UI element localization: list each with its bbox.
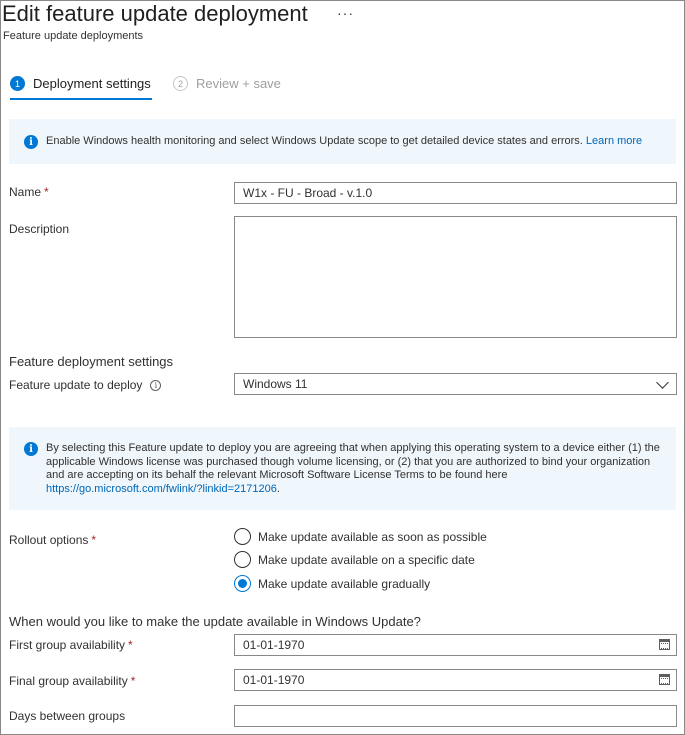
info-tooltip-icon[interactable]: i [150, 380, 161, 391]
days-between-label: Days between groups [9, 709, 126, 723]
radio-button-checked[interactable] [234, 575, 251, 592]
final-group-date-value: 01-01-1970 [243, 673, 305, 687]
radio-asap[interactable] [234, 528, 487, 545]
feature-settings-heading: Feature deployment settings [9, 354, 174, 369]
active-tab-indicator [10, 98, 152, 100]
name-input[interactable]: W1x - FU - Broad - v.1.0 [234, 182, 677, 204]
first-group-date-input[interactable] [234, 634, 677, 656]
feature-update-label-text: Feature update to deploy [9, 378, 143, 392]
page-title: Edit feature update deployment [2, 1, 308, 26]
license-terms-link[interactable]: https://go.microsoft.com/fwlink/?linkid=2171206 [46, 482, 277, 495]
first-group-label [9, 638, 133, 652]
radio-label: Make update available as soon as possible [258, 529, 487, 544]
first-group-label-text: First group availability [9, 638, 126, 652]
radio-button[interactable] [234, 551, 251, 568]
more-options-button[interactable]: ··· [337, 5, 354, 21]
chevron-down-icon [656, 376, 669, 389]
required-marker: * [130, 674, 136, 688]
info-icon: i [24, 442, 38, 456]
calendar-icon[interactable] [659, 639, 670, 650]
license-banner-suffix: . [276, 482, 280, 495]
final-group-date-input[interactable] [234, 669, 677, 691]
final-group-label-text: Final group availability [9, 674, 128, 688]
schedule-question: When would you like to make the update available in Windows Update? [9, 614, 421, 629]
license-banner-message: By selecting this Feature update to deploy you are agreeing that when applying this operating system to a device either (1) the applicable Windows license was purchased though volume licensing, or (2) that you are authorized to bind your organization and are accepting on its behalf the relevant Microsoft Software License Terms to be found here [46, 442, 660, 481]
rollout-options-label [9, 533, 96, 547]
calendar-icon[interactable] [659, 674, 670, 685]
info-banner [9, 119, 676, 164]
info-banner-message: Enable Windows health monitoring and select Windows Update scope to get detailed device states and errors. [46, 135, 583, 147]
first-group-date-value: 01-01-1970 [243, 638, 305, 652]
learn-more-link[interactable]: Learn more [585, 135, 643, 147]
days-between-input[interactable] [234, 705, 677, 727]
step-number-icon: 2 [173, 76, 188, 91]
step-number-icon: 1 [10, 76, 25, 91]
info-banner-text [46, 135, 642, 149]
description-label: Description [9, 222, 70, 236]
radio-label: Make update available gradually [258, 576, 431, 591]
name-label [9, 185, 49, 199]
license-banner [9, 427, 676, 510]
info-icon: i [24, 135, 38, 149]
rollout-options-label-text: Rollout options [9, 533, 89, 547]
license-banner-text [46, 442, 666, 496]
radio-specific-date[interactable] [234, 551, 475, 568]
feature-update-value: Windows 11 [243, 377, 308, 391]
required-marker: * [128, 638, 133, 652]
radio-label: Make update available on a specific date [258, 552, 475, 567]
required-marker: * [44, 185, 49, 199]
tab-deployment-settings[interactable] [10, 76, 151, 91]
feature-update-select[interactable] [234, 373, 677, 395]
feature-update-label [9, 378, 161, 392]
radio-button[interactable] [234, 528, 251, 545]
final-group-label [9, 674, 135, 688]
description-textarea[interactable] [234, 216, 677, 338]
radio-gradually[interactable] [234, 575, 430, 592]
step-label: Review + save [196, 76, 281, 91]
breadcrumb[interactable]: Feature update deployments [3, 30, 144, 42]
name-label-text: Name [9, 185, 42, 199]
required-marker: * [91, 533, 97, 547]
step-label: Deployment settings [33, 76, 151, 91]
tab-review-save[interactable] [173, 76, 281, 91]
